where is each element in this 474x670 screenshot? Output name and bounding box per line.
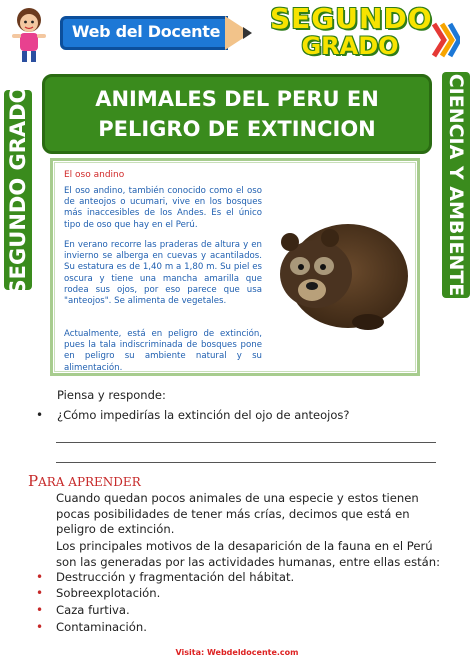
learn-section-title (28, 472, 141, 490)
site-logo (60, 12, 252, 54)
questions-intro: Piensa y responde: (57, 388, 166, 402)
bullet-icon: • (36, 620, 44, 634)
footer-link[interactable]: Visita: Webdeldocente.com (175, 648, 299, 657)
card-paragraph-3: Actualmente, está en peligro de extinción, pues la tala indiscriminada de bosques pone en peligro su ambiente natural y su alimentación. (64, 329, 262, 373)
answer-line[interactable] (56, 442, 436, 443)
title-line2: PELIGRO DE EXTINCION (98, 117, 376, 141)
question-1: ¿Cómo impedirías la extinción del ojo de anteojos? (57, 408, 350, 422)
learn-title-initial: P (28, 472, 39, 490)
grade-title-line2: GRADO (301, 32, 399, 60)
list-item: Sobreexplotación. (56, 586, 161, 600)
title-line1: ANIMALES DEL PERU EN (95, 87, 379, 111)
bullet-icon: • (36, 603, 44, 617)
right-subject-label: CIENCIA Y AMBIENTE (445, 73, 467, 297)
logo-text: Web del Docente (71, 22, 221, 41)
question-bullet: • (36, 408, 44, 422)
bullet-icon: • (36, 586, 44, 600)
learn-paragraph-1: Cuando quedan pocos animales de una especie y estos tienen pocas posibilidades de tener más crías, decimos que está en peligro de extinción. (56, 491, 419, 537)
list-item: Caza furtiva. (56, 603, 130, 617)
answer-line[interactable] (56, 462, 436, 463)
learn-title-rest: ARA APRENDER (38, 475, 141, 489)
list-item: Destrucción y fragmentación del hábitat. (56, 570, 295, 584)
chevrons-icon (430, 20, 460, 60)
list-item: Contaminación. (56, 620, 147, 634)
page-title (42, 74, 432, 154)
card-heading: El oso andino (64, 170, 125, 180)
grade-title-line1: SEGUNDO (270, 2, 433, 35)
learn-paragraph-2: Los principales motivos de la desaparición de la fauna en el Perú son las generadas por las actividades humanas, entre ellas están: (56, 539, 441, 569)
card-paragraph-1: El oso andino, también conocido como el oso de anteojos o ucumari, vive en los bosques más inaccesibles de los Andes. Es el único tipo de oso que hay en el Perú. (64, 186, 262, 230)
bullet-icon: • (36, 570, 44, 584)
left-grade-label: SEGUNDO GRADO (6, 85, 30, 295)
teacher-mascot-icon (6, 4, 52, 64)
andean-bear-illustration (268, 206, 410, 336)
card-paragraph-2: En verano recorre las praderas de altura y en invierno se alberga en cuevas y acantilados. Su estatura es de 1,40 m a 1,80 m. Su piel es oscura y tiene una mancha amarilla que rodea sus ojos, por eso parece que usa "anteojos". Se alimenta de vegetales. (64, 240, 262, 307)
